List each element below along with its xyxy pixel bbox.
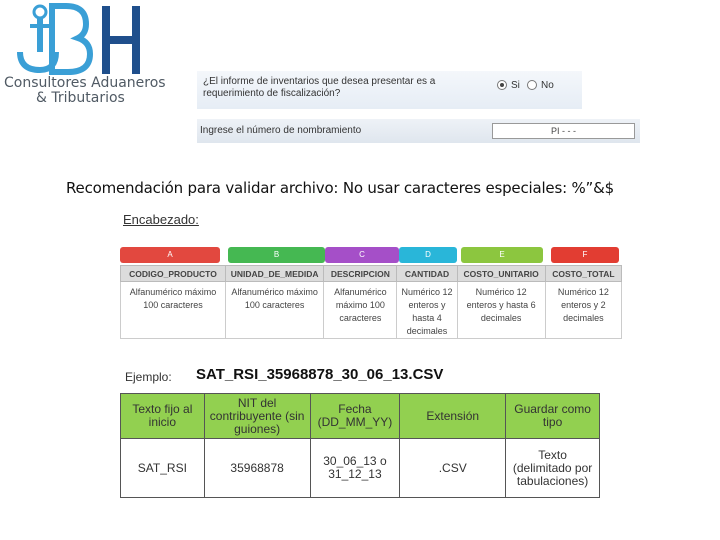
example-header: Extensión (400, 394, 506, 439)
radio-si-label: Si (511, 80, 520, 91)
tab-c: C (325, 247, 399, 263)
tab-a: A (120, 247, 220, 263)
tab-b: B (228, 247, 325, 263)
column-header: COSTO_UNITARIO (457, 266, 545, 282)
radio-no[interactable] (527, 80, 537, 90)
example-value: .CSV (400, 439, 506, 498)
column-letter-tabs (120, 247, 622, 265)
column-header: COSTO_TOTAL (545, 266, 621, 282)
column-description: Alfanumérico máximo 100 caracteres (324, 282, 397, 339)
tab-e: E (461, 247, 543, 263)
fiscalization-question: ¿El informe de inventarios que desea presentar es a requerimiento de fiscalización? (203, 76, 436, 99)
example-header: NIT del contribuyente (sin guiones) (204, 394, 310, 439)
radio-si[interactable] (497, 80, 507, 90)
column-header: UNIDAD_DE_MEDIDA (225, 266, 323, 282)
radio-no-label: No (541, 80, 554, 91)
table-row (121, 282, 622, 339)
appointment-input[interactable]: PI - - - (492, 123, 635, 139)
column-description: Numérico 12 enteros y hasta 6 decimales (457, 282, 545, 339)
example-value: 30_06_13 o 31_12_13 (310, 439, 400, 498)
logo-text (4, 76, 164, 106)
example-filename: SAT_RSI_35968878_30_06_13.CSV (196, 366, 444, 383)
recommendation-text: Recomendación para validar archivo: No usar caracteres especiales: %”&$ (66, 179, 614, 197)
example-header: Texto fijo al inicio (121, 394, 205, 439)
appointment-label: Ingrese el número de nombramiento (200, 125, 362, 136)
example-value: 35968878 (204, 439, 310, 498)
logo-line-2: & Tributarios (36, 90, 125, 106)
appointment-panel (197, 119, 640, 143)
header-section-title: Encabezado: (123, 212, 199, 227)
table-header-row (121, 394, 600, 439)
header-columns-table (120, 265, 622, 339)
tab-d: D (399, 247, 457, 263)
column-header: CODIGO_PRODUCTO (121, 266, 226, 282)
example-table (120, 393, 600, 498)
logo-mark-icon (6, 2, 156, 78)
column-description: Alfanumérico máximo 100 caracteres (121, 282, 226, 339)
table-header-row (121, 266, 622, 282)
column-header: DESCRIPCION (324, 266, 397, 282)
column-description: Numérico 12 enteros y hasta 4 decimales (397, 282, 457, 339)
example-header: Fecha (DD_MM_YY) (310, 394, 400, 439)
column-description: Numérico 12 enteros y 2 decimales (545, 282, 621, 339)
column-description: Alfanumérico máximo 100 caracteres (225, 282, 323, 339)
column-header: CANTIDAD (397, 266, 457, 282)
logo-line-1: Consultores Aduaneros (4, 75, 166, 91)
example-value: Texto (delimitado por tabulaciones) (506, 439, 600, 498)
table-row (121, 439, 600, 498)
example-header: Guardar como tipo (506, 394, 600, 439)
example-label: Ejemplo: (125, 370, 172, 384)
example-value: SAT_RSI (121, 439, 205, 498)
fiscalization-question-panel (197, 71, 582, 109)
tab-f: F (551, 247, 619, 263)
